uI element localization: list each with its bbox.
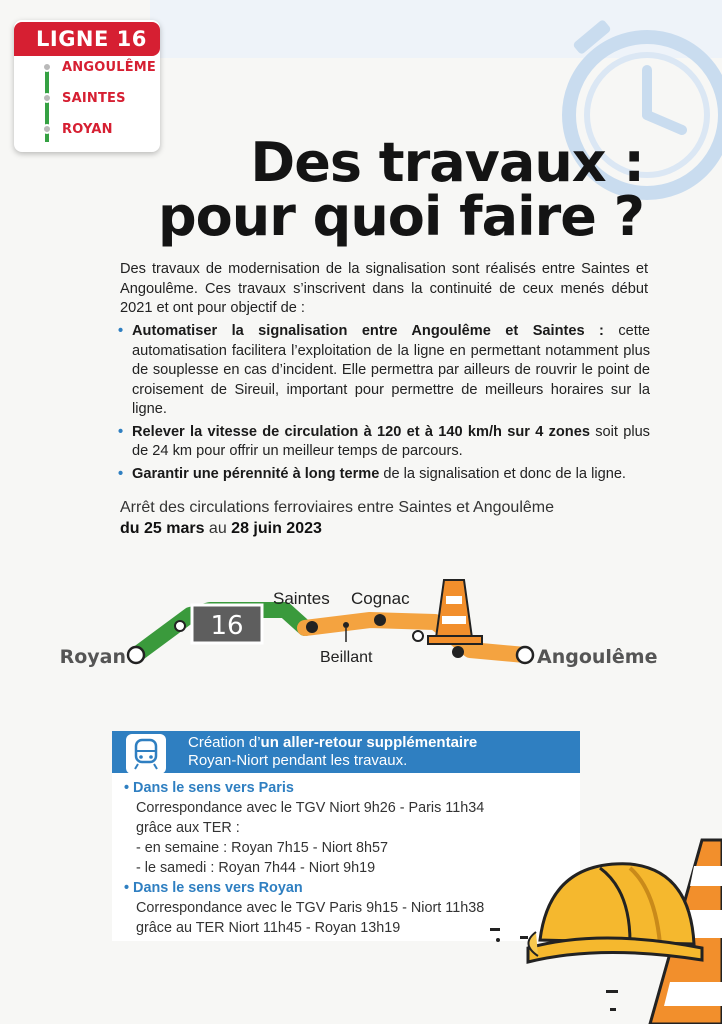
bullet-icon: • [124,780,130,796]
stop-dot [42,124,52,134]
bullet-icon: • [118,465,124,482]
page-title [158,131,644,248]
label-cognac: Cognac [351,589,410,608]
info-header-pre: Création d’ [188,734,261,751]
title-line-1: Des travaux : [250,131,644,194]
stop-marker [175,621,185,631]
info-header [112,731,580,773]
title-line-2: pour quoi faire ? [158,185,644,248]
stop-dot [42,62,52,72]
stop-angouleme: ANGOULÊME [62,60,156,75]
bullet-bold: Relever la vitesse de circulation à 120 et à 140 km/h sur 4 zones [132,423,590,440]
info-header-line-1 [188,734,580,752]
objectives-list [118,322,650,487]
closure-from: du 25 mars [120,520,205,537]
label-royan: Royan [59,646,126,668]
royan-end [128,647,144,663]
info-line: Correspondance avec le TGV Niort 9h26 - Paris 11h34 [136,800,485,816]
stop-dot [42,93,52,103]
bullet-bold: Automatiser la signalisation entre Angoulême et Saintes : [132,323,604,339]
info-line: - le samedi : Royan 7h44 - Niort 9h19 [136,860,376,876]
stop-marker [413,631,423,641]
info-header-line-2: Royan-Niort pendant les travaux. [188,752,408,769]
stop-royan: ROYAN [62,122,113,137]
train-icon-box [126,734,166,774]
section-title-text: Dans le sens vers Paris [133,780,294,796]
closure-mid: au [204,520,232,537]
closure-notice [120,497,660,539]
bullet-bold: Garantir une pérennité à long terme [132,465,380,482]
line-title: LIGNE 16 [14,22,160,56]
label-saintes: Saintes [273,589,330,608]
list-item [118,465,650,485]
section-title-paris [124,778,564,798]
info-header-bold: un aller-retour supplémentaire [260,734,478,751]
bullet-icon: • [124,880,130,896]
bullet-text: soit plus de 24 km pour offrir un meilleur temps de parcours. [132,423,650,459]
bullet-icon: • [118,323,124,339]
closure-line: Arrêt des circulations ferroviaires entre Saintes et Angoulême [120,499,554,516]
info-line: - en semaine : Royan 7h15 - Niort 8h57 [136,840,388,856]
info-line: Correspondance avec le TGV Paris 9h15 - Niort 11h38 [136,900,485,916]
info-line: grâce au TER Niort 11h45 - Royan 13h19 [136,920,401,936]
line-stops [40,60,160,150]
stop-marker [343,622,349,628]
line-badge-number: 16 [210,611,244,641]
train-icon [126,734,166,774]
section-title-text: Dans le sens vers Royan [133,880,303,896]
list-item [118,423,650,462]
bullet-text: cette automatisation facilitera l’exploitation de la ligne en permettant notamment plus de souplesse en cas d’incident. Elle permettra par ailleurs de rouvrir le point de croisement de Sireuil, important pour permettre de meilleurs horaires sur la ligne. [132,323,650,417]
info-line: grâce aux TER : [136,820,240,836]
line-map [40,570,700,680]
traffic-cone-icon [428,580,482,644]
angouleme-end [517,647,533,663]
bullet-text: de la signalisation et donc de la ligne. [379,465,626,482]
helmet-and-cone-illustration [480,820,722,1024]
label-angouleme: Angoulême [537,646,658,668]
closure-to: 28 juin 2023 [231,520,322,537]
stop-saintes: SAINTES [62,91,126,106]
stop-marker [452,646,464,658]
label-beillant: Beillant [320,649,373,666]
list-item [118,322,650,420]
closure-dates [120,518,660,539]
intro-paragraph: Des travaux de modernisation de la signalisation sont réalisés entre Saintes et Angoulême. Ces travaux s’inscrivent dans la continuité de ceux menés début 2021 et ont pour objectif de : [120,261,648,316]
bullet-icon: • [118,423,124,440]
helmet-icon [528,864,702,962]
stop-marker [374,614,386,626]
stop-marker [306,621,318,633]
